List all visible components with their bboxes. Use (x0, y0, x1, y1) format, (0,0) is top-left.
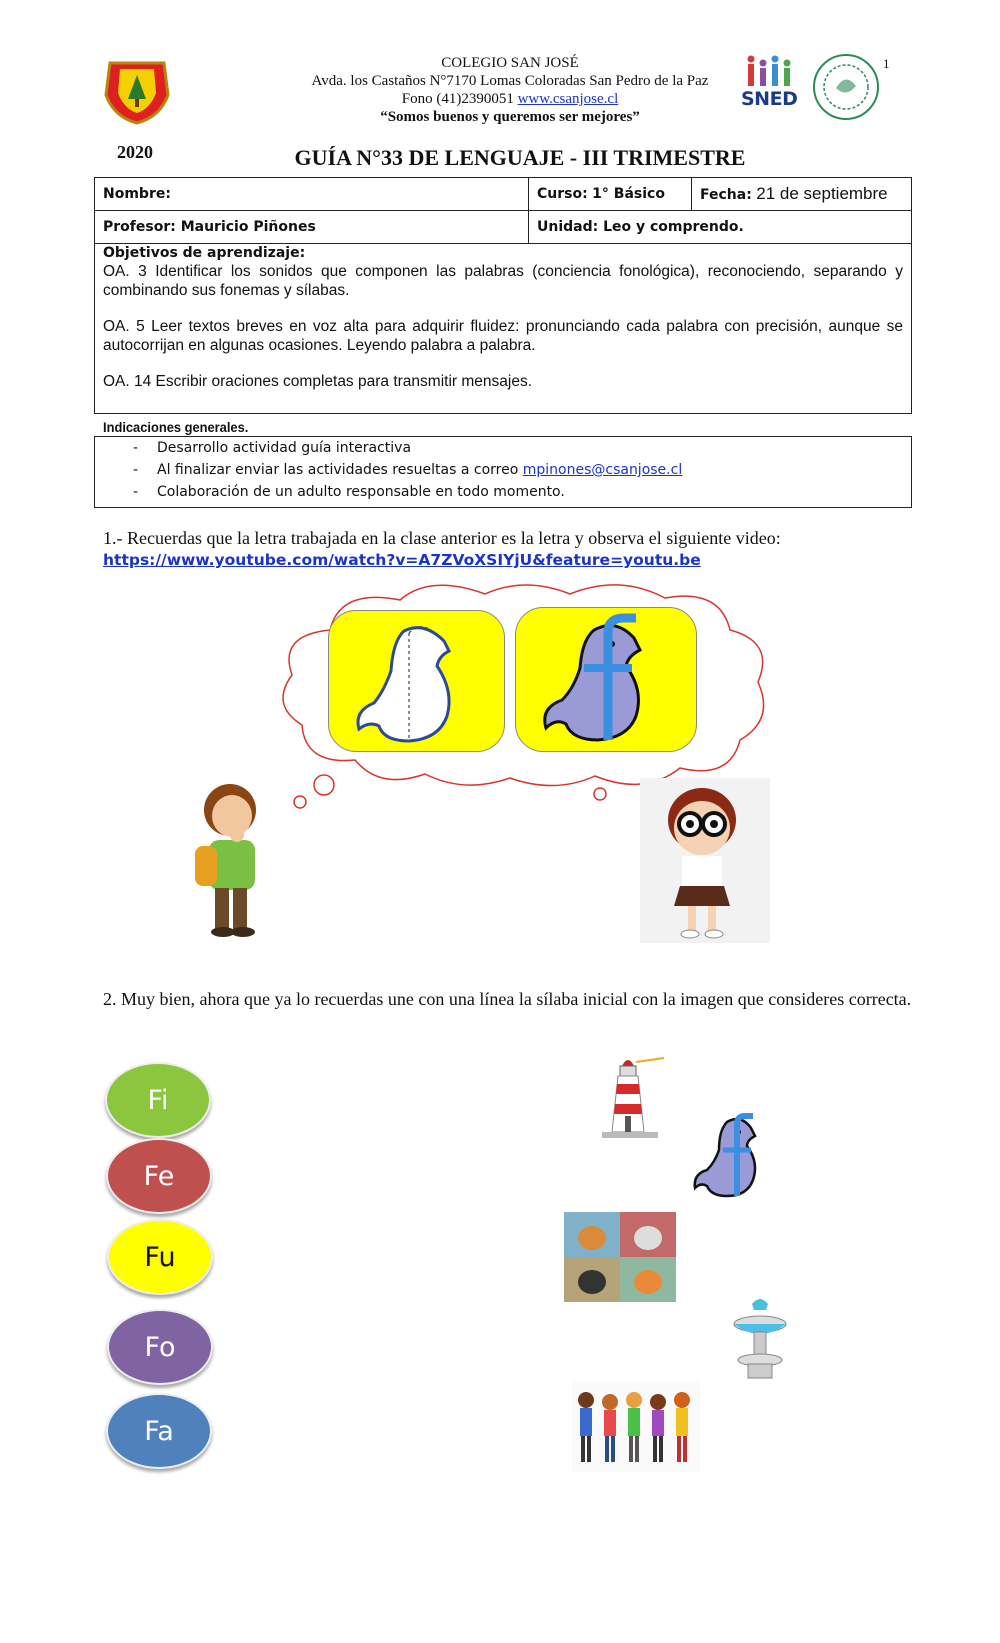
seal-letter-f-icon (516, 608, 696, 751)
sned-label: SNED (741, 88, 798, 110)
seal-tracing-card (328, 610, 505, 752)
environmental-certification-seal (810, 52, 882, 122)
name-field[interactable]: Nombre: (95, 178, 529, 211)
school-motto: “Somos buenos y queremos ser mejores” (380, 109, 640, 125)
thinking-boy-illustration (185, 780, 275, 940)
year-label: 2020 (117, 142, 153, 162)
seal-outline-icon (329, 611, 504, 751)
lighthouse-image[interactable] (596, 1050, 666, 1140)
teacher-email-link[interactable]: mpinones@csanjose.cl (522, 462, 683, 478)
thinking-girl-illustration (640, 778, 770, 943)
school-contact (270, 90, 750, 108)
school-name: COLEGIO SAN JOSÉ (441, 55, 579, 71)
syllable-fe[interactable]: Fe (106, 1138, 212, 1214)
seal-letter-f-card (515, 607, 697, 752)
syllable-fi[interactable]: Fi (105, 1062, 211, 1138)
indications-title: Indicaciones generales. (103, 419, 249, 435)
school-crest-logo (100, 55, 174, 125)
objective-oa14: OA. 14 Escribir oraciones completas para transmitir mensajes. (103, 373, 532, 390)
objectives-box (94, 243, 912, 414)
question-1-text: 1.- Recuerdas que la letra trabajada en la clase anterior es la letra y observa el siguiente video: (103, 528, 781, 548)
course-cell: Curso: 1° Básico (529, 178, 692, 211)
date-cell: Fecha: 21 de septiembre (692, 178, 912, 211)
queue-of-children-image[interactable] (572, 1382, 700, 1472)
syllable-fu[interactable]: Fu (107, 1219, 213, 1295)
question-2-text: 2. Muy bien, ahora que ya lo recuerdas une con una línea la sílaba inicial con la imagen que consideres correcta. (103, 989, 912, 1009)
syllable-fa[interactable]: Fa (106, 1393, 212, 1469)
unit-cell: Unidad: Leo y comprendo. (529, 211, 912, 244)
student-info-table (94, 177, 912, 244)
objective-oa3: OA. 3 Identificar los sonidos que componen las palabras (conciencia fonológica), reconociendo, separando y combinando sus fonemas y sílabas. (103, 263, 903, 299)
school-phone: Fono (41)2390051 (401, 91, 514, 107)
teacher-cell: Profesor: Mauricio Piñones (95, 211, 529, 244)
video-link[interactable]: https://www.youtube.com/watch?v=A7ZVoXSIYjU&feature=youtu.be (103, 551, 701, 569)
school-address: Avda. los Castaños N°7170 Lomas Coloradas San Pedro de la Paz (311, 73, 709, 89)
cats-image[interactable] (564, 1212, 676, 1302)
seal-f-image[interactable] (693, 1110, 773, 1200)
school-website-link[interactable]: www.csanjose.cl (517, 91, 619, 107)
indications-box: - Desarrollo actividad guía interactiva - Al finalizar enviar las actividades resueltas a correo mpinones@csanjose.cl - Colaboración de un adulto responsable en todo momento. (94, 436, 912, 508)
page-number: 1 (883, 56, 890, 71)
fountain-image[interactable] (722, 1294, 798, 1384)
page-title: GUÍA N°33 DE LENGUAJE - III TRIMESTRE (294, 145, 746, 170)
objective-oa5: OA. 5 Leer textos breves en voz alta para adquirir fluidez: pronunciando cada palabra con precisión, aunque se autocorrijan en algunas ocasiones. Leyendo palabra a palabra. (103, 318, 903, 354)
objectives-title: Objetivos de aprendizaje: (103, 245, 306, 261)
syllable-fo[interactable]: Fo (107, 1309, 213, 1385)
